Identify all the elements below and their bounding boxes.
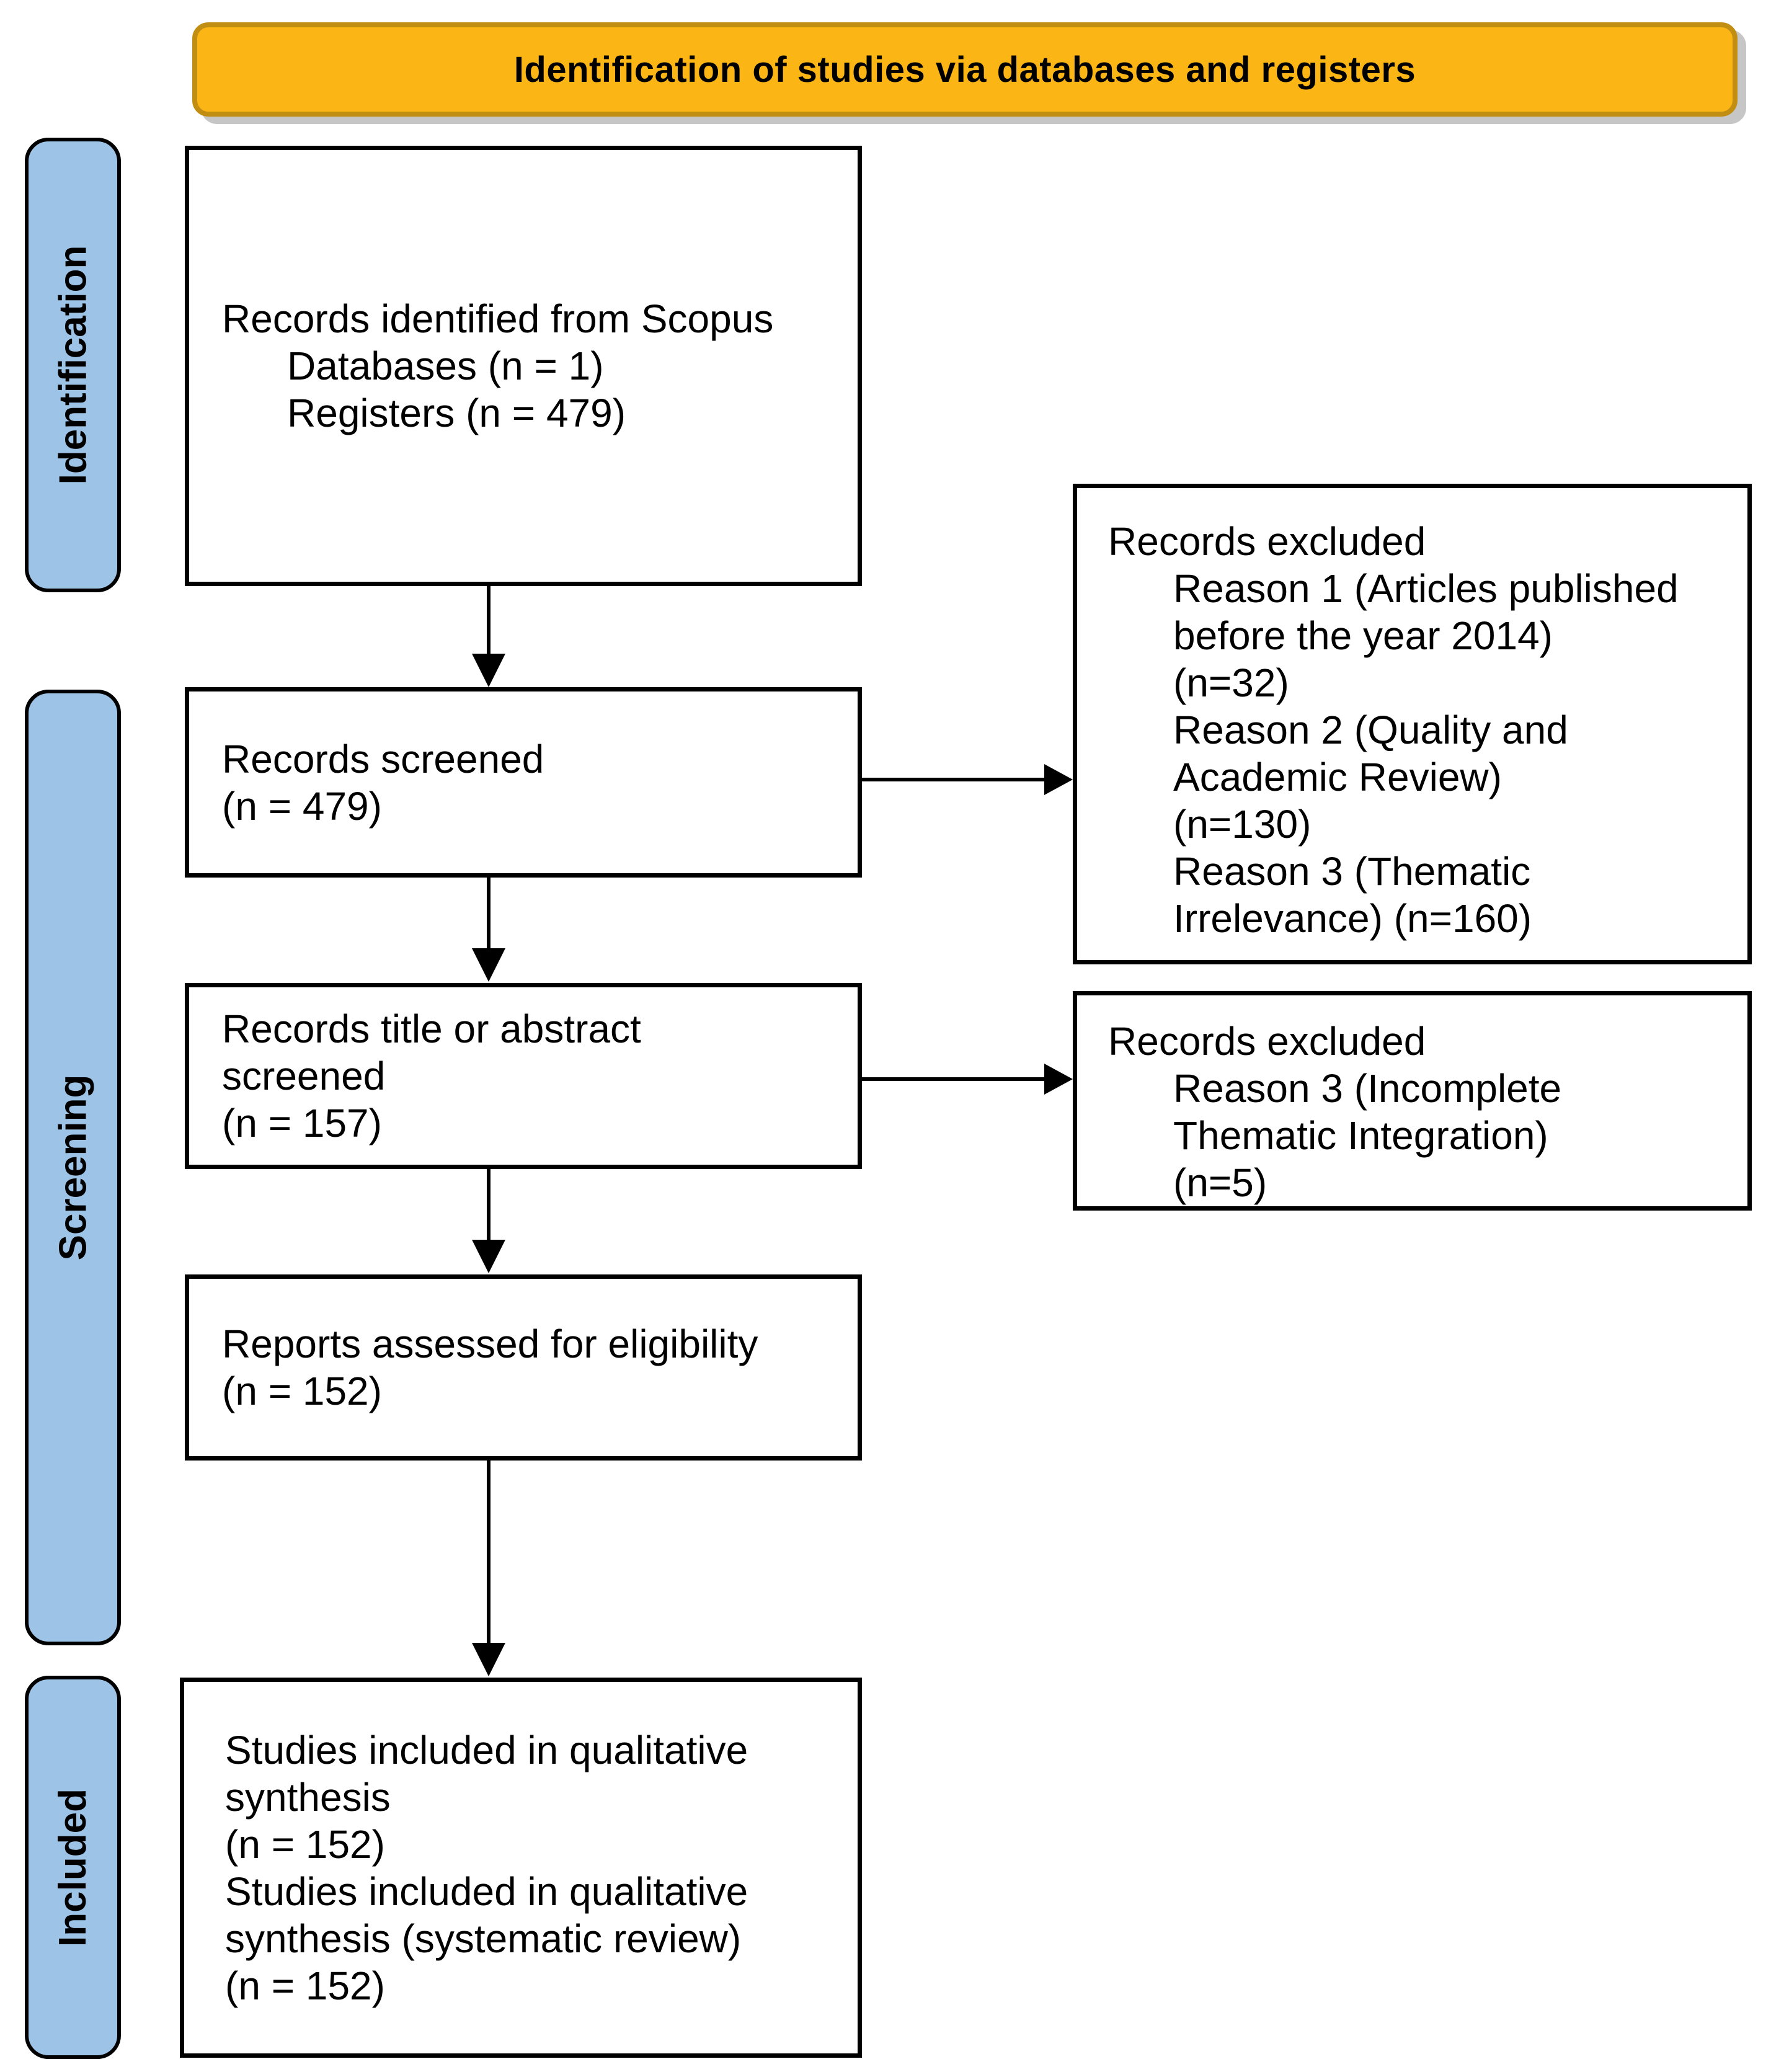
text-line: (n = 152) (225, 1963, 385, 2008)
arrow-head-eligibility-to-included (472, 1643, 505, 1676)
box-records-screened-text (189, 736, 858, 830)
stage-label-screening (25, 690, 121, 1645)
text-line: Databases (n = 1) (287, 344, 604, 388)
text-line: synthesis (225, 1774, 391, 1820)
box-studies-included (180, 1678, 862, 2058)
text-line: (n = 479) (222, 783, 382, 829)
box-records-identified (185, 146, 862, 586)
stage-label-identification-text: Identification (51, 245, 94, 485)
text-line: screened (222, 1054, 386, 1098)
box-records-excluded-1 (1073, 484, 1752, 964)
text-line: Reason 3 (Incomplete (1173, 1066, 1562, 1111)
text-line: Reason 1 (Articles published (1173, 566, 1679, 611)
text-line: Reason 3 (Thematic (1173, 849, 1531, 894)
stage-label-screening-text: Screening (51, 1074, 94, 1261)
text-line: (n = 152) (225, 1821, 385, 1867)
arrow-head-title-abstract-to-eligibility (472, 1240, 505, 1273)
text-line: Reason 2 (Quality and (1173, 708, 1568, 752)
arrow-line-eligibility-to-included (487, 1461, 490, 1645)
arrow-head-identified-to-screened (472, 654, 505, 687)
text-line: Records excluded (1108, 1019, 1426, 1064)
arrow-line-title-abstract-to-eligibility (487, 1169, 490, 1242)
box-records-excluded-1-text (1077, 488, 1747, 942)
arrow-head-title-abstract-to-excluded (1044, 1064, 1073, 1095)
text-line: synthesis (systematic review) (225, 1916, 742, 1961)
text-line: Studies included in qualitative (225, 1727, 748, 1772)
text-line: Registers (n = 479) (287, 391, 626, 435)
box-studies-included-text (184, 1727, 858, 2009)
text-line: Records title or abstract (222, 1007, 641, 1051)
text-line: before the year 2014) (1173, 613, 1553, 658)
text-line: Records screened (222, 736, 544, 781)
text-line: Reports assessed for eligibility (222, 1322, 758, 1366)
text-line: Academic Review) (1173, 755, 1502, 799)
text-line: (n = 157) (222, 1101, 382, 1145)
banner-title: Identification of studies via databases and registers (513, 49, 1416, 90)
text-line: Studies included in qualitative (225, 1869, 748, 1914)
arrow-line-screened-to-title-abstract (487, 878, 490, 951)
box-records-excluded-2 (1073, 991, 1752, 1211)
text-line: (n=130) (1173, 802, 1312, 847)
text-line: (n=5) (1173, 1160, 1267, 1205)
text-line: Thematic Integration) (1173, 1113, 1548, 1158)
text-line: Records identified from Scopus (222, 296, 774, 341)
arrow-line-title-abstract-to-excluded (862, 1077, 1047, 1081)
stage-label-included-text: Included (51, 1788, 94, 1947)
box-title-abstract-screened-text (189, 1005, 858, 1147)
stage-label-included (25, 1676, 121, 2059)
box-records-identified-text (189, 295, 858, 437)
box-title-abstract-screened (185, 983, 862, 1169)
banner (192, 22, 1738, 117)
arrow-head-screened-to-excluded (1044, 764, 1073, 795)
text-line: Irrelevance) (n=160) (1173, 896, 1532, 941)
text-line: (n = 152) (222, 1369, 382, 1413)
arrow-line-identified-to-screened (487, 586, 490, 657)
arrow-line-screened-to-excluded (862, 778, 1047, 781)
stage-label-identification (25, 138, 121, 592)
arrow-head-screened-to-title-abstract (472, 948, 505, 982)
text-line: (n=32) (1173, 660, 1289, 705)
box-records-screened (185, 687, 862, 878)
box-records-excluded-2-text (1077, 995, 1747, 1206)
text-line: Records excluded (1108, 519, 1426, 564)
box-reports-assessed (185, 1274, 862, 1461)
box-reports-assessed-text (189, 1320, 858, 1415)
